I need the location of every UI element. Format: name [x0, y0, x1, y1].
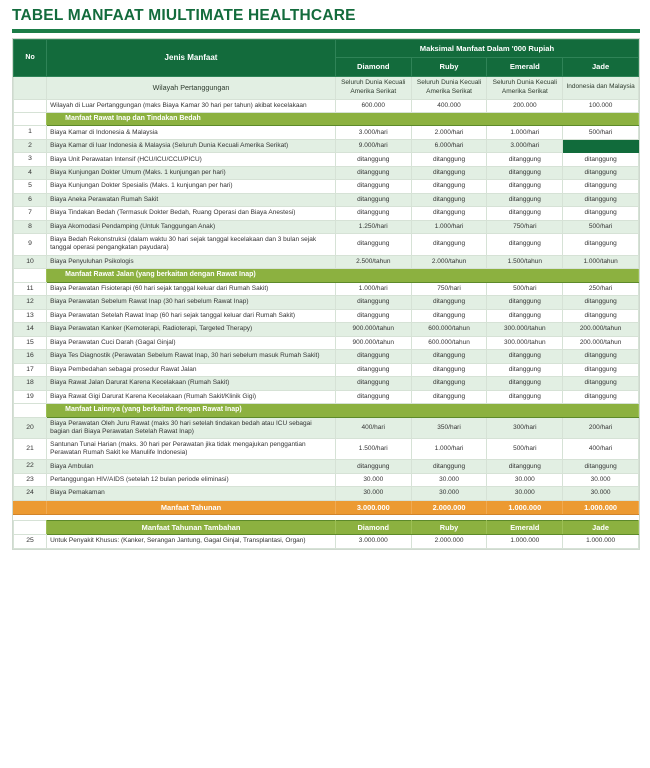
- row-value-jade: ditanggung: [563, 153, 639, 166]
- row-benefit-label: Biaya Kamar di luar Indonesia & Malaysia (Seluruh Dunia Kecuali Amerika Serikat): [47, 139, 336, 152]
- row-value-emerald: 750/hari: [487, 220, 563, 233]
- row-value-emerald: ditanggung: [487, 207, 563, 220]
- row-benefit-label: Biaya Rawat Gigi Darurat Karena Kecelakaan (Rumah Sakit/Klinik Gigi): [47, 390, 336, 403]
- row-value-jade: 200.000/tahun: [563, 323, 639, 336]
- row-value-diamond: ditanggung: [335, 363, 411, 376]
- table-row: [14, 166, 639, 179]
- row-no-cell: 2: [14, 139, 47, 152]
- table-row: [14, 309, 639, 322]
- annual-total-label: Manfaat Tahunan: [47, 500, 336, 514]
- table-row: [14, 126, 639, 139]
- row-value-emerald: ditanggung: [487, 390, 563, 403]
- row-value-diamond: 900.000/tahun: [335, 323, 411, 336]
- row-no-cell: 14: [14, 323, 47, 336]
- row-benefit-label: Biaya Pembedahan sebagai prosedur Rawat Jalan: [47, 363, 336, 376]
- row-no-cell: 19: [14, 390, 47, 403]
- additional-tier-diamond: Diamond: [335, 521, 411, 535]
- row-value-jade: ditanggung: [563, 350, 639, 363]
- table-row-outside-region: [14, 99, 639, 112]
- row-value-diamond: ditanggung: [335, 180, 411, 193]
- row-value-ruby: ditanggung: [411, 234, 487, 255]
- row-value-diamond: ditanggung: [335, 207, 411, 220]
- row-value-jade: 400/hari: [563, 439, 639, 460]
- region-value-emerald: Seluruh Dunia Kecuali Amerika Serikat: [487, 76, 563, 99]
- row-value-ruby: 30.000: [411, 487, 487, 500]
- annual-total-diamond: 3.000.000: [335, 500, 411, 514]
- row-value-ruby: ditanggung: [411, 377, 487, 390]
- column-header-max-benefit: Maksimal Manfaat Dalam '000 Rupiah: [335, 40, 638, 58]
- row-no-cell: 10: [14, 255, 47, 268]
- additional-tier-ruby: Ruby: [411, 521, 487, 535]
- row-value-jade: 30.000: [563, 473, 639, 486]
- row-value-ruby: ditanggung: [411, 460, 487, 473]
- region-value-diamond: Seluruh Dunia Kecuali Amerika Serikat: [335, 76, 411, 99]
- row-value-jade: ditanggung: [563, 390, 639, 403]
- row-benefit-label: Biaya Rawat Jalan Darurat Karena Kecelakaan (Rumah Sakit): [47, 377, 336, 390]
- table-row: [14, 417, 639, 438]
- table-row: [14, 207, 639, 220]
- row-value-diamond: 3.000.000: [335, 535, 411, 548]
- outside-region-value-jade: 100.000: [563, 99, 639, 112]
- row-value-diamond: 900.000/tahun: [335, 336, 411, 349]
- row-value-jade: ditanggung: [563, 363, 639, 376]
- outside-region-value-diamond: 600.000: [335, 99, 411, 112]
- row-value-ruby: 600.000/tahun: [411, 336, 487, 349]
- row-value-jade: ditanggung: [563, 180, 639, 193]
- region-value-jade: Indonesia dan Malaysia: [563, 76, 639, 99]
- row-value-emerald: ditanggung: [487, 296, 563, 309]
- row-value-emerald: ditanggung: [487, 363, 563, 376]
- row-value-jade: 200/hari: [563, 417, 639, 438]
- row-value-emerald: ditanggung: [487, 193, 563, 206]
- annual-total-emerald: 1.000.000: [487, 500, 563, 514]
- row-value-jade: ditanggung: [563, 166, 639, 179]
- row-value-ruby: ditanggung: [411, 309, 487, 322]
- table-row: [14, 390, 639, 403]
- row-benefit-label: Biaya Akomodasi Pendamping (Untuk Tanggungan Anak): [47, 220, 336, 233]
- row-value-diamond: ditanggung: [335, 296, 411, 309]
- row-value-ruby: ditanggung: [411, 166, 487, 179]
- row-no-cell: [14, 112, 47, 126]
- row-value-ruby: 350/hari: [411, 417, 487, 438]
- row-no-cell: 16: [14, 350, 47, 363]
- row-no-cell: 21: [14, 439, 47, 460]
- row-value-diamond: 1.250/hari: [335, 220, 411, 233]
- annual-total-ruby: 2.000.000: [411, 500, 487, 514]
- row-value-ruby: ditanggung: [411, 207, 487, 220]
- section-label-outpatient: Manfaat Rawat Jalan (yang berkaitan dengan Rawat Inap): [47, 268, 639, 282]
- table-row: [14, 153, 639, 166]
- row-value-emerald: ditanggung: [487, 153, 563, 166]
- row-value-emerald: 1.500/tahun: [487, 255, 563, 268]
- row-no-cell: 6: [14, 193, 47, 206]
- row-no-cell: 20: [14, 417, 47, 438]
- row-value-diamond: ditanggung: [335, 234, 411, 255]
- table-row: [14, 220, 639, 233]
- row-value-ruby: ditanggung: [411, 390, 487, 403]
- column-header-tier-diamond: Diamond: [335, 58, 411, 76]
- table-row: [14, 296, 639, 309]
- row-value-diamond: 30.000: [335, 473, 411, 486]
- row-value-diamond: 9.000/hari: [335, 139, 411, 152]
- row-value-diamond: 2.500/tahun: [335, 255, 411, 268]
- row-benefit-label: Biaya Perawatan Fisioterapi (60 hari sejak tanggal keluar dari Rumah Sakit): [47, 282, 336, 295]
- row-value-jade: ditanggung: [563, 193, 639, 206]
- row-value-emerald: 30.000: [487, 487, 563, 500]
- section-header-row: [14, 268, 639, 282]
- row-no-cell: 17: [14, 363, 47, 376]
- row-value-emerald: 300/hari: [487, 417, 563, 438]
- row-benefit-label: Biaya Tindakan Bedah (Termasuk Dokter Bedah, Ruang Operasi dan Biaya Anestesi): [47, 207, 336, 220]
- row-value-emerald: 1.000.000: [487, 535, 563, 548]
- row-benefit-label: Santunan Tunai Harian (maks. 30 hari per Perawatan jika tidak mengajukan penggantian Perawatan Rumah Sakit ke Manulife Indonesia): [47, 439, 336, 460]
- table-row: [14, 487, 639, 500]
- row-benefit-label: Biaya Bedah Rekonstruksi (dalam waktu 30 hari sejak tanggal kecelakaan dan 3 bulan sejak tanggal operasi pengangkatan payudara): [47, 234, 336, 255]
- additional-annual-label: Manfaat Tahunan Tambahan: [47, 521, 336, 535]
- row-value-jade: ditanggung: [563, 296, 639, 309]
- section-header-row: [14, 404, 639, 418]
- row-value-diamond: ditanggung: [335, 193, 411, 206]
- row-value-jade: ditanggung: [563, 377, 639, 390]
- row-benefit-label: Pertanggungan HIV/AIDS (setelah 12 bulan periode eliminasi): [47, 473, 336, 486]
- table-row: [14, 323, 639, 336]
- row-value-emerald: 30.000: [487, 473, 563, 486]
- table-row: [14, 255, 639, 268]
- row-value-ruby: 1.000/hari: [411, 220, 487, 233]
- row-benefit-label: Biaya Unit Perawatan Intensif (HCU/ICU/CCU/PICU): [47, 153, 336, 166]
- row-value-jade: ditanggung: [563, 309, 639, 322]
- row-no-cell: 15: [14, 336, 47, 349]
- row-value-emerald: 300.000/tahun: [487, 336, 563, 349]
- row-value-jade: 500/hari: [563, 220, 639, 233]
- row-value-jade: ditanggung: [563, 460, 639, 473]
- row-value-emerald: 500/hari: [487, 282, 563, 295]
- column-header-benefit: Jenis Manfaat: [47, 40, 336, 77]
- row-no-cell: 1: [14, 126, 47, 139]
- column-header-tier-jade: Jade: [563, 58, 639, 76]
- row-value-diamond: 400/hari: [335, 417, 411, 438]
- row-value-ruby: 600.000/tahun: [411, 323, 487, 336]
- row-benefit-label: Biaya Ambulan: [47, 460, 336, 473]
- row-value-ruby: 1.000/hari: [411, 439, 487, 460]
- row-value-ruby: ditanggung: [411, 180, 487, 193]
- row-benefit-label: Biaya Kamar di Indonesia & Malaysia: [47, 126, 336, 139]
- table-row-region: [14, 76, 639, 99]
- section-label-other: Manfaat Lainnya (yang berkaitan dengan Rawat Inap): [47, 404, 639, 418]
- row-value-diamond: 30.000: [335, 487, 411, 500]
- row-value-emerald: ditanggung: [487, 350, 563, 363]
- table-row: [14, 193, 639, 206]
- additional-annual-header-row: [14, 521, 639, 535]
- row-value-diamond: 1.000/hari: [335, 282, 411, 295]
- row-value-emerald: ditanggung: [487, 166, 563, 179]
- row-value-jade: 30.000: [563, 487, 639, 500]
- row-no-cell: 3: [14, 153, 47, 166]
- row-value-ruby: 750/hari: [411, 282, 487, 295]
- row-value-diamond: ditanggung: [335, 460, 411, 473]
- header-row-top: [14, 40, 639, 58]
- row-benefit-label: Biaya Kunjungan Dokter Umum (Maks. 1 kunjungan per hari): [47, 166, 336, 179]
- row-no-cell: 23: [14, 473, 47, 486]
- annual-total-row: [14, 500, 639, 514]
- row-no-cell: 4: [14, 166, 47, 179]
- row-no-cell: 7: [14, 207, 47, 220]
- row-value-jade: 1.000.000: [563, 535, 639, 548]
- column-header-no: No: [14, 40, 47, 77]
- row-no-cell: [14, 404, 47, 418]
- row-benefit-label: Biaya Penyuluhan Psikologis: [47, 255, 336, 268]
- row-value-emerald: 1.000/hari: [487, 126, 563, 139]
- row-value-diamond: ditanggung: [335, 153, 411, 166]
- row-no-cell: 22: [14, 460, 47, 473]
- row-value-diamond: ditanggung: [335, 390, 411, 403]
- row-benefit-label: Biaya Perawatan Oleh Juru Rawat (maks 30 hari setelah tindakan bedah atau ICU sebagai bagian dari Biaya Perawatan Setelah Rawat Inap): [47, 417, 336, 438]
- table-row: [14, 473, 639, 486]
- row-value-ruby: ditanggung: [411, 153, 487, 166]
- outside-region-label: Wilayah di Luar Pertanggungan (maks Biaya Kamar 30 hari per tahun) akibat kecelakaan: [47, 99, 336, 112]
- table-header: [14, 40, 639, 77]
- row-no-cell: [14, 500, 47, 514]
- row-value-emerald: ditanggung: [487, 460, 563, 473]
- row-benefit-label: Biaya Aneka Perawatan Rumah Sakit: [47, 193, 336, 206]
- table-body: [14, 76, 639, 548]
- row-benefit-label: Biaya Perawatan Kanker (Kemoterapi, Radioterapi, Targeted Therapy): [47, 323, 336, 336]
- row-benefit-label: Biaya Perawatan Cuci Darah (Gagal Ginjal): [47, 336, 336, 349]
- row-value-emerald: ditanggung: [487, 180, 563, 193]
- region-value-ruby: Seluruh Dunia Kecuali Amerika Serikat: [411, 76, 487, 99]
- row-value-diamond: ditanggung: [335, 309, 411, 322]
- row-value-jade-not-covered: [563, 139, 639, 152]
- table-row: [14, 377, 639, 390]
- row-value-emerald: 500/hari: [487, 439, 563, 460]
- row-no-cell: [14, 521, 47, 535]
- table-row: [14, 535, 639, 548]
- table-row: [14, 336, 639, 349]
- table-row: [14, 439, 639, 460]
- row-value-jade: 250/hari: [563, 282, 639, 295]
- outside-region-value-ruby: 400.000: [411, 99, 487, 112]
- table-row: [14, 460, 639, 473]
- table-row: [14, 234, 639, 255]
- annual-total-jade: 1.000.000: [563, 500, 639, 514]
- row-value-emerald: ditanggung: [487, 234, 563, 255]
- row-no-cell: 8: [14, 220, 47, 233]
- row-no-cell: 13: [14, 309, 47, 322]
- row-value-diamond: 3.000/hari: [335, 126, 411, 139]
- row-benefit-label: Biaya Perawatan Sebelum Rawat Inap (30 hari sebelum Rawat Inap): [47, 296, 336, 309]
- table-row: [14, 282, 639, 295]
- row-value-ruby: ditanggung: [411, 363, 487, 376]
- row-value-emerald: 300.000/tahun: [487, 323, 563, 336]
- additional-tier-jade: Jade: [563, 521, 639, 535]
- row-value-ruby: 2.000.000: [411, 535, 487, 548]
- row-value-ruby: 2.000/hari: [411, 126, 487, 139]
- row-value-ruby: ditanggung: [411, 193, 487, 206]
- outside-region-value-emerald: 200.000: [487, 99, 563, 112]
- row-value-emerald: ditanggung: [487, 309, 563, 322]
- row-no-cell: [14, 99, 47, 112]
- table-row: [14, 180, 639, 193]
- row-no-cell: 9: [14, 234, 47, 255]
- column-header-tier-emerald: Emerald: [487, 58, 563, 76]
- section-header-row: [14, 112, 639, 126]
- row-benefit-label: Biaya Pemakaman: [47, 487, 336, 500]
- benefits-table-container: [12, 38, 640, 550]
- row-value-jade: ditanggung: [563, 207, 639, 220]
- row-value-ruby: ditanggung: [411, 350, 487, 363]
- region-label: Wilayah Pertanggungan: [47, 76, 336, 99]
- row-benefit-label: Untuk Penyakit Khusus: (Kanker, Serangan Jantung, Gagal Ginjal, Transplantasi, Organ): [47, 535, 336, 548]
- row-value-jade: 200.000/tahun: [563, 336, 639, 349]
- page-title: TABEL MANFAAT MIULTIMATE HEALTHCARE: [12, 7, 356, 24]
- table-row: [14, 139, 639, 152]
- row-value-diamond: ditanggung: [335, 166, 411, 179]
- row-no-cell: 5: [14, 180, 47, 193]
- row-no-cell: [14, 76, 47, 99]
- row-benefit-label: Biaya Tes Diagnostik (Perawatan Sebelum Rawat Inap, 30 hari sebelum masuk Rumah Sakit): [47, 350, 336, 363]
- row-value-emerald: 3.000/hari: [487, 139, 563, 152]
- section-label-inpatient: Manfaat Rawat Inap dan Tindakan Bedah: [47, 112, 639, 126]
- row-value-diamond: ditanggung: [335, 350, 411, 363]
- row-value-ruby: 30.000: [411, 473, 487, 486]
- row-value-ruby: 6.000/hari: [411, 139, 487, 152]
- row-value-diamond: ditanggung: [335, 377, 411, 390]
- row-value-diamond: 1.500/hari: [335, 439, 411, 460]
- row-no-cell: 18: [14, 377, 47, 390]
- row-no-cell: 12: [14, 296, 47, 309]
- additional-tier-emerald: Emerald: [487, 521, 563, 535]
- column-header-tier-ruby: Ruby: [411, 58, 487, 76]
- row-no-cell: 25: [14, 535, 47, 548]
- table-row: [14, 350, 639, 363]
- row-value-jade: ditanggung: [563, 234, 639, 255]
- row-benefit-label: Biaya Perawatan Setelah Rawat Inap (60 hari sejak tanggal keluar dari Rumah Sakit): [47, 309, 336, 322]
- row-value-ruby: ditanggung: [411, 296, 487, 309]
- benefits-table: [13, 39, 639, 549]
- row-no-cell: 11: [14, 282, 47, 295]
- row-benefit-label: Biaya Kunjungan Dokter Spesialis (Maks. 1 kunjungan per hari): [47, 180, 336, 193]
- row-no-cell: 24: [14, 487, 47, 500]
- row-value-jade: 1.000/tahun: [563, 255, 639, 268]
- row-value-ruby: 2.000/tahun: [411, 255, 487, 268]
- row-value-jade: 500/hari: [563, 126, 639, 139]
- row-value-emerald: ditanggung: [487, 377, 563, 390]
- title-underline-rule: [12, 29, 640, 33]
- table-row: [14, 363, 639, 376]
- row-no-cell: [14, 268, 47, 282]
